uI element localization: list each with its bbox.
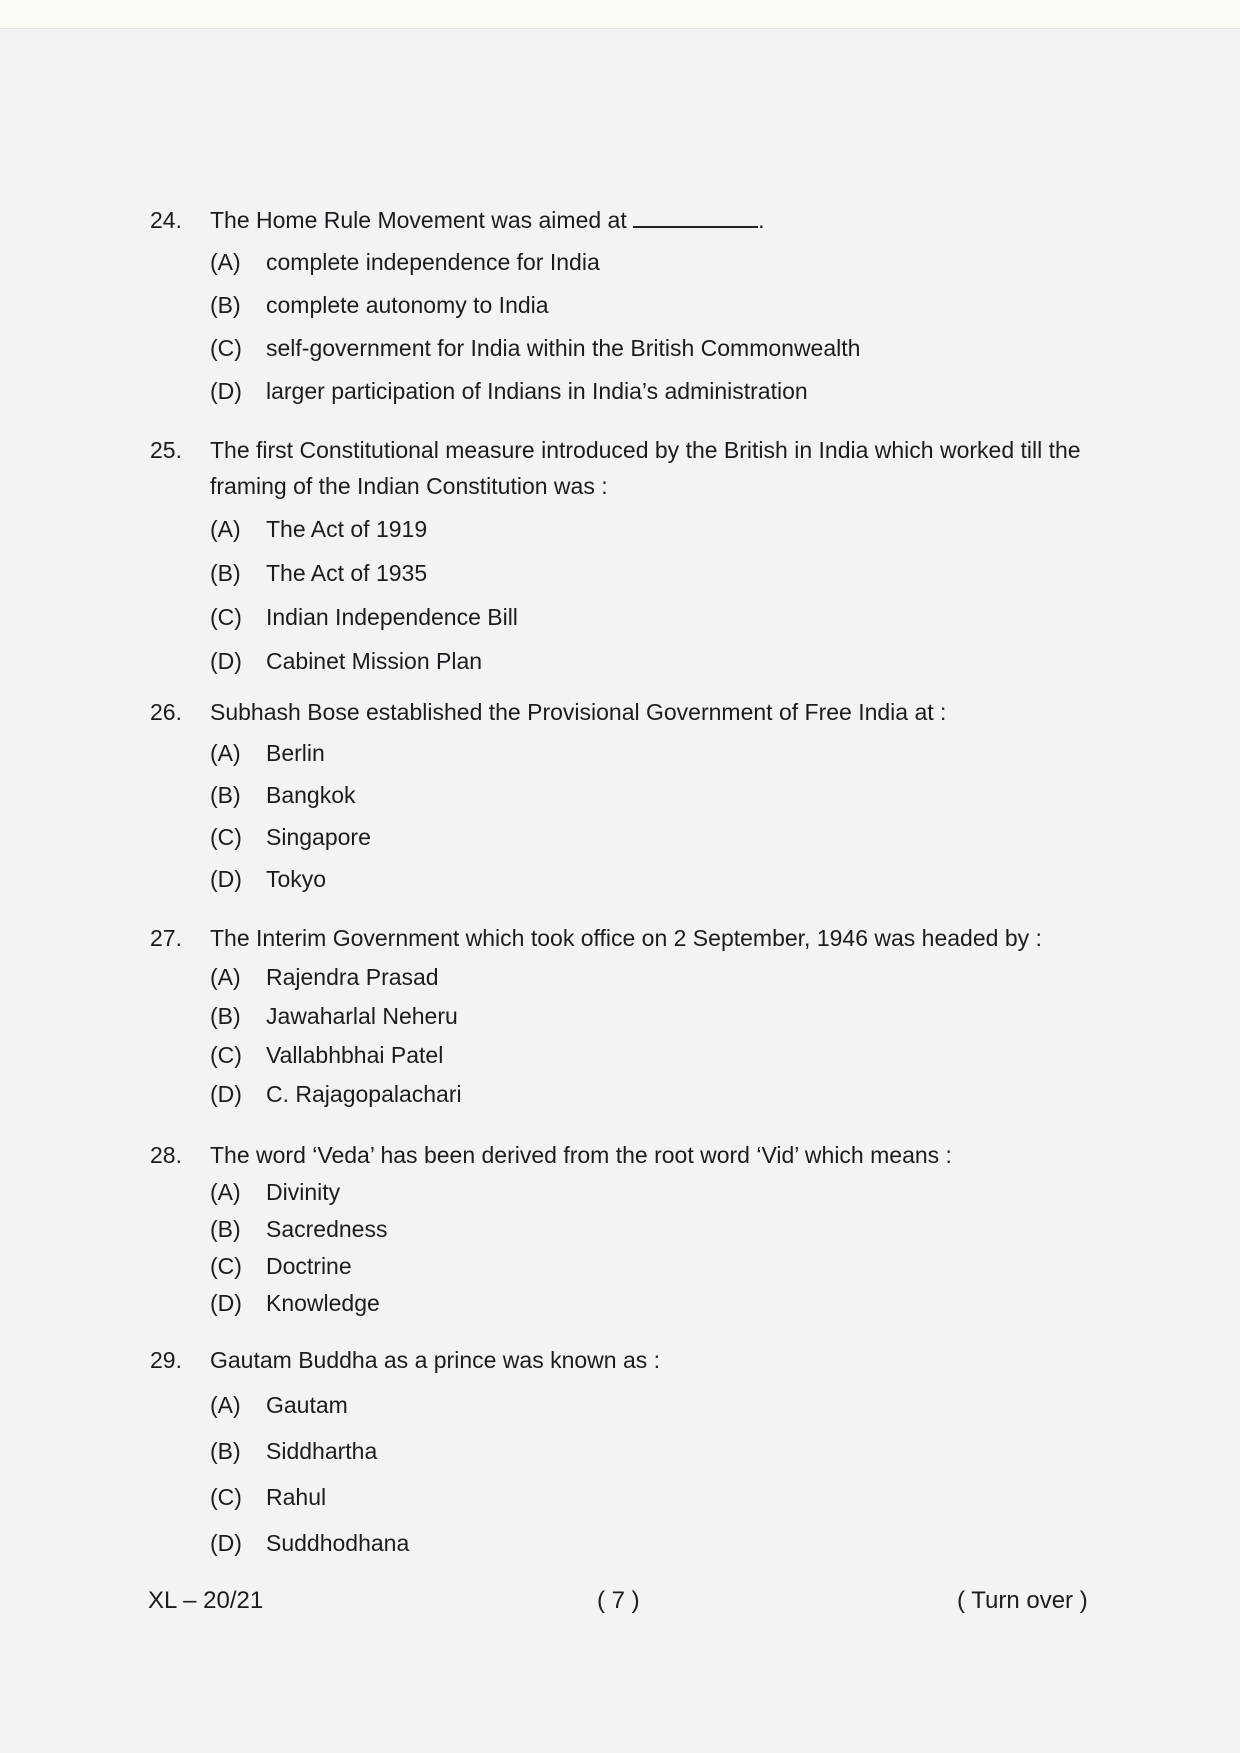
- option: (C) Vallabhbhai Patel: [210, 1042, 444, 1068]
- question-text: The Interim Government which took office on 2 September, 1946 was headed by :: [210, 925, 1042, 951]
- question-text: The Home Rule Movement was aimed at .: [210, 202, 1110, 238]
- question-number: 28.: [150, 1142, 182, 1168]
- question-24: [150, 202, 1110, 410]
- page-number: ( 7 ): [597, 1587, 640, 1614]
- option: (C) Doctrine: [210, 1253, 352, 1279]
- option: (C) Indian Independence Bill: [210, 604, 518, 630]
- option: (A) Gautam: [210, 1392, 348, 1418]
- question-number: 24.: [150, 207, 182, 233]
- question-number: 26.: [150, 699, 182, 725]
- question-text: The word ‘Veda’ has been derived from the root word ‘Vid’ which means :: [210, 1142, 952, 1168]
- option: (D) Suddhodhana: [210, 1530, 410, 1556]
- question-number: 27.: [150, 925, 182, 951]
- option: (B) Jawaharlal Neheru: [210, 1003, 458, 1029]
- turn-over-note: ( Turn over ): [957, 1587, 1088, 1614]
- option: (B) Siddhartha: [210, 1438, 378, 1464]
- option: (D) larger participation of Indians in India’s administration: [210, 378, 808, 404]
- answer-blank: [633, 204, 758, 228]
- option: (C) self-government for India within the British Commonwealth: [210, 335, 861, 361]
- option: (A) The Act of 1919: [210, 516, 428, 542]
- question-text: The first Constitutional measure introduced by the British in India which worked till the framing of the Indian Constitution was :: [210, 437, 1081, 499]
- question-text: Gautam Buddha as a prince was known as :: [210, 1347, 661, 1373]
- question-26: [150, 694, 1110, 898]
- option: (D) Cabinet Mission Plan: [210, 648, 483, 674]
- option: (B) The Act of 1935: [210, 560, 428, 586]
- option: (D) C. Rajagopalachari: [210, 1081, 462, 1107]
- question-27: [150, 920, 1110, 1112]
- option: (A) Rajendra Prasad: [210, 964, 439, 990]
- option: (D) Knowledge: [210, 1290, 380, 1316]
- option: (B) Sacredness: [210, 1216, 388, 1242]
- question-number: 29.: [150, 1347, 182, 1373]
- option: (B) complete autonomy to India: [210, 292, 549, 318]
- question-25: [150, 432, 1110, 680]
- option: (D) Tokyo: [210, 866, 327, 892]
- option: (A) complete independence for India: [210, 249, 600, 275]
- question-text: Subhash Bose established the Provisional Government of Free India at :: [210, 699, 947, 725]
- question-number: 25.: [150, 437, 182, 463]
- option: (C) Rahul: [210, 1484, 327, 1510]
- option: (C) Singapore: [210, 824, 371, 850]
- option: (B) Bangkok: [210, 782, 356, 808]
- option: (A) Divinity: [210, 1179, 341, 1205]
- question-28: [150, 1137, 1110, 1321]
- question-29: [150, 1342, 1110, 1562]
- option: (A) Berlin: [210, 740, 325, 766]
- paper-code: XL – 20/21: [148, 1587, 264, 1614]
